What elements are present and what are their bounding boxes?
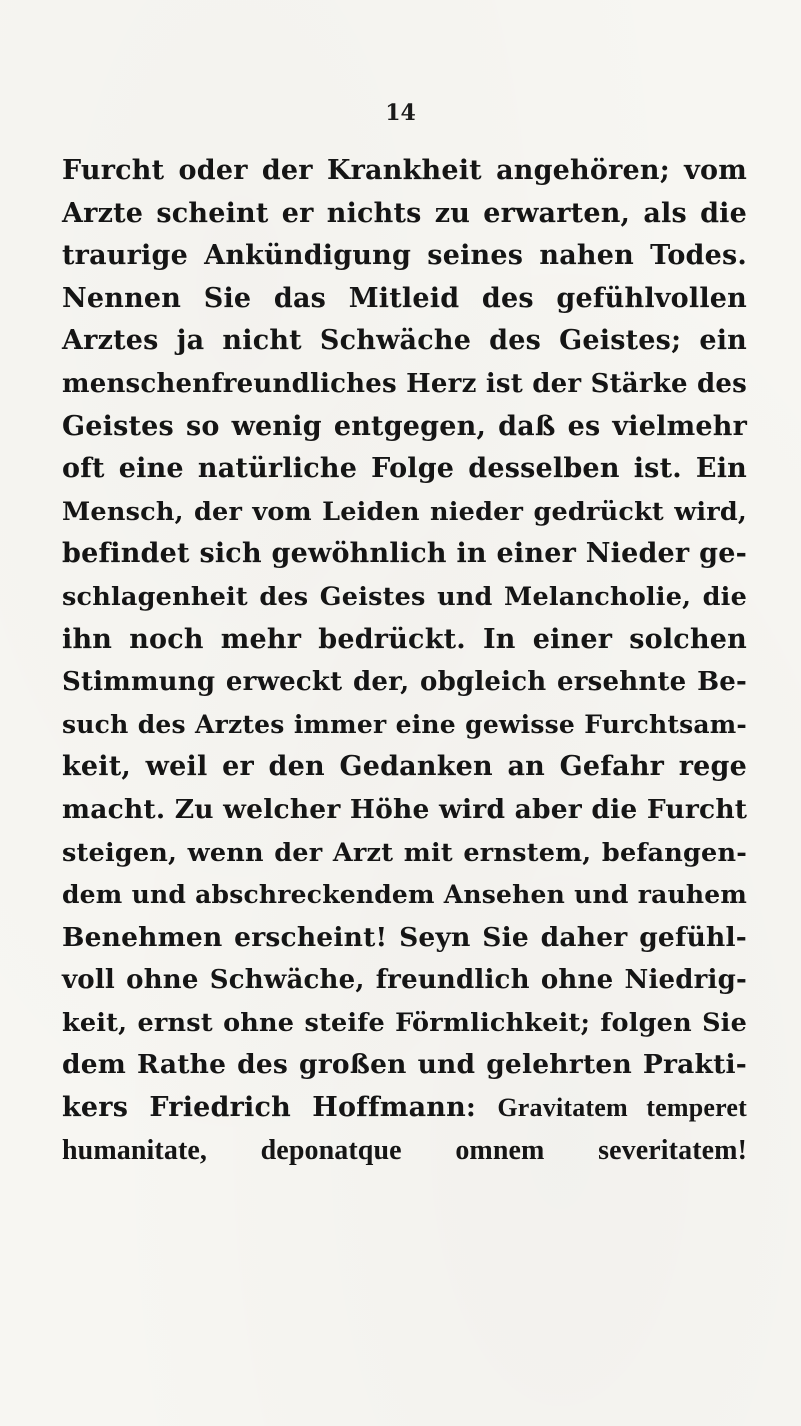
text-line: Furcht oder der Krankheit angehören; vom: [62, 155, 747, 186]
text-line: keit, weil er den Gedanken an Gefahr rege: [62, 751, 747, 783]
text-line: dem und abschreckendem Ansehen und rauhem: [62, 880, 747, 910]
text-line: ihn noch mehr bedrückt. In einer solchen: [62, 623, 747, 655]
text-line-mixed: [62, 1087, 747, 1130]
text-line: keit, ernst ohne steife Förmlichkeit; folgen Sie: [62, 1007, 747, 1038]
text-line: Benehmen erscheint! Seyn Sie daher gefühl-: [62, 921, 747, 953]
text-line: voll ohne Schwäche, freundlich ohne Niedrig-: [62, 965, 747, 996]
text-line: macht. Zu welcher Höhe wird aber die Furcht: [62, 793, 748, 825]
body-text: [62, 150, 747, 1172]
page-number: 14: [385, 100, 416, 126]
text-line: oft eine natürliche Folge desselben ist. Ein: [62, 453, 747, 485]
text-line: steigen, wenn der Arzt mit ernstem, befangen-: [62, 837, 747, 868]
text-line: befindet sich gewöhnlich in einer Nieder ge-: [62, 538, 747, 570]
latin-quote-line: humanitate, deponatque omnem severitatem!: [62, 1134, 747, 1166]
text-line: menschenfreundliches Herz ist der Stärke des: [62, 368, 747, 399]
text-line-fraktur-part: kers Friedrich Hoffmann:: [62, 1092, 477, 1124]
text-line: such des Arztes immer eine gewisse Furchtsam-: [62, 709, 747, 739]
text-line: traurige Ankündigung seines nahen Todes.: [62, 240, 747, 272]
text-line: Stimmung erweckt der, obgleich ersehnte Be-: [62, 667, 747, 698]
text-line: Arztes ja nicht Schwäche des Geistes; ein: [62, 325, 747, 357]
latin-quote-part: Gravitatem temperet: [497, 1093, 747, 1123]
text-line: schlagenheit des Geistes und Melancholie, die: [62, 581, 747, 612]
text-line: Arzte scheint er nichts zu erwarten, als die: [62, 197, 747, 229]
text-line: Nennen Sie das Mitleid des gefühlvollen: [62, 282, 747, 314]
text-line: dem Rathe des großen und gelehrten Prakti-: [62, 1049, 747, 1081]
text-line: Geistes so wenig entgegen, daß es vielmehr: [62, 410, 747, 442]
text-line: Mensch, der vom Leiden nieder gedrückt wird,: [62, 496, 747, 527]
